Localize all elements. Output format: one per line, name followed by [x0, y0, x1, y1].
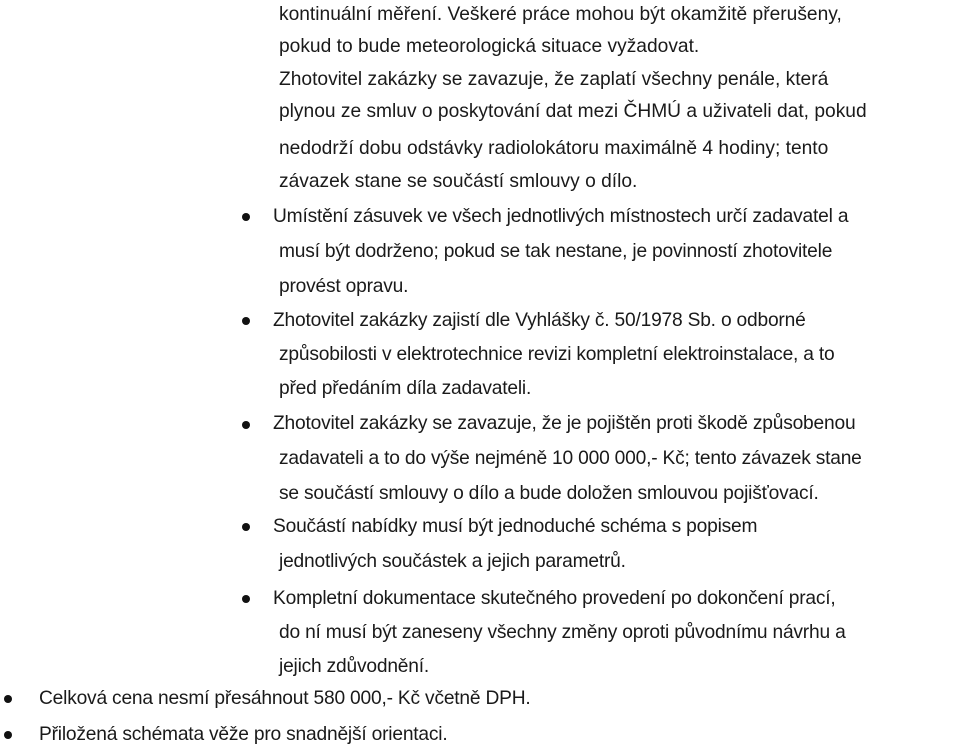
text-line: způsobilosti v elektrotechnice revizi kompletní elektroinstalace, a to	[279, 344, 835, 365]
text-line: závazek stane se součástí smlouvy o dílo.	[279, 171, 638, 192]
text-line: Umístění zásuvek ve všech jednotlivých místnostech určí zadavatel a	[273, 206, 849, 227]
text-line: nedodrží dobu odstávky radiolokátoru maximálně 4 hodiny; tento	[279, 138, 829, 159]
bullet-icon	[4, 731, 12, 739]
text-line: do ní musí být zaneseny všechny změny oproti původnímu návrhu a	[279, 622, 846, 643]
text-line: musí být dodrženo; pokud se tak nestane, je povinností zhotovitele	[279, 241, 833, 262]
text-line: kontinuální měření. Veškeré práce mohou být okamžitě přerušeny,	[279, 4, 842, 25]
bullet-icon	[242, 421, 250, 429]
text-line: Celková cena nesmí přesáhnout 580 000,- Kč včetně DPH.	[39, 688, 531, 709]
text-line: zadavateli a to do výše nejméně 10 000 000,- Kč; tento závazek stane	[279, 448, 862, 469]
text-line: jejich zdůvodnění.	[279, 656, 430, 677]
text-line: plynou ze smluv o poskytování dat mezi ČHMÚ a uživateli dat, pokud	[279, 101, 867, 122]
text-line: provést opravu.	[279, 276, 409, 297]
text-line: Kompletní dokumentace skutečného provedení po dokončení prací,	[273, 588, 836, 609]
bullet-icon	[242, 523, 250, 531]
text-line: jednotlivých součástek a jejich parametrů.	[279, 551, 626, 572]
bullet-icon	[242, 595, 250, 603]
text-line: Zhotovitel zakázky se zavazuje, že zaplatí všechny penále, která	[279, 69, 829, 90]
bullet-icon	[4, 695, 12, 703]
text-line: Zhotovitel zakázky se zavazuje, že je pojištěn proti škodě způsobenou	[273, 413, 856, 434]
text-line: Součástí nabídky musí být jednoduché schéma s popisem	[273, 516, 758, 537]
text-line: se součástí smlouvy o dílo a bude doložen smlouvou pojišťovací.	[279, 483, 819, 504]
text-line: pokud to bude meteorologická situace vyžadovat.	[279, 36, 700, 57]
text-line: Zhotovitel zakázky zajistí dle Vyhlášky č. 50/1978 Sb. o odborné	[273, 310, 806, 331]
text-line: před předáním díla zadavateli.	[279, 378, 532, 399]
bullet-icon	[242, 317, 250, 325]
text-line: Přiložená schémata věže pro snadnější orientaci.	[39, 724, 448, 745]
bullet-icon	[242, 213, 250, 221]
